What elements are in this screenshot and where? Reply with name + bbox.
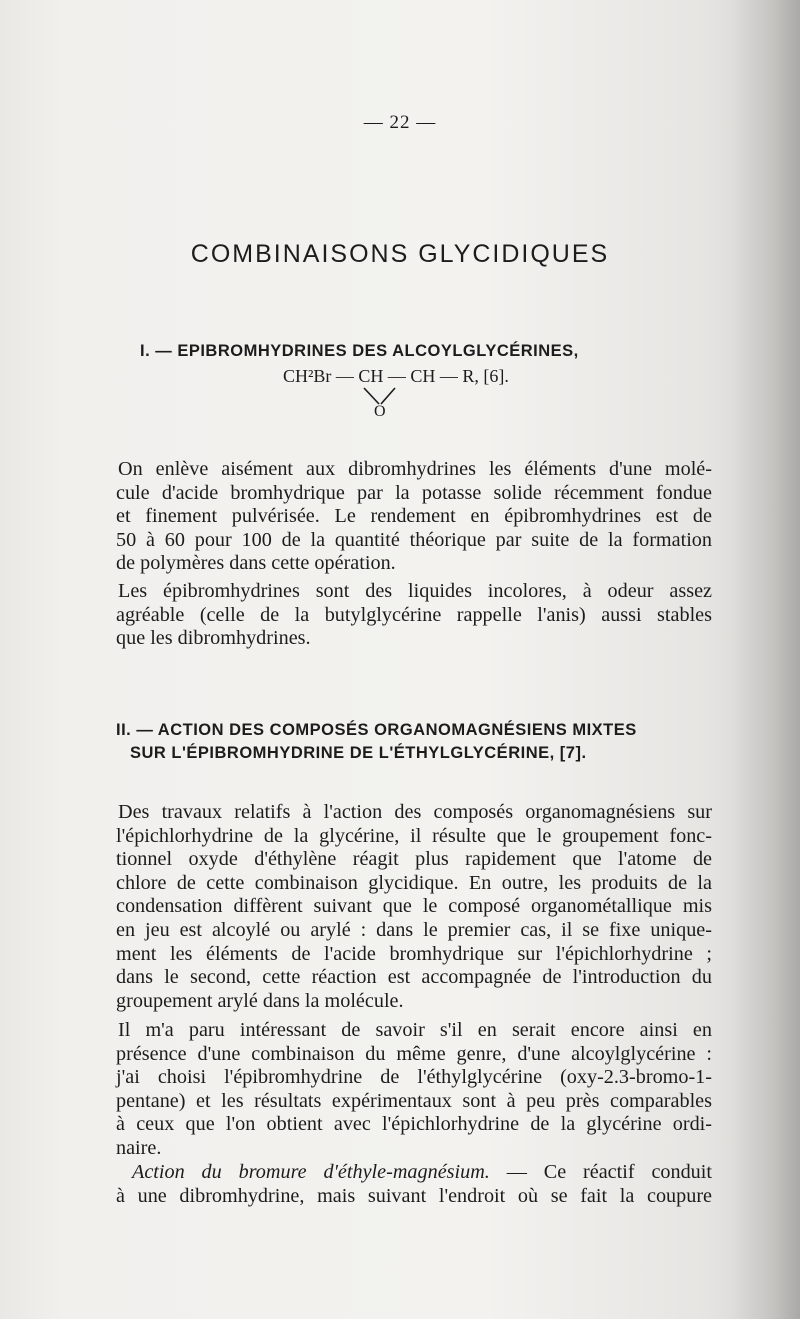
text-line: présence d'une combinaison du même genre, d'une alcoylglycérine :	[116, 1042, 712, 1065]
text-line: Des travaux relatifs à l'action des composés organomagnésiens sur	[118, 801, 712, 823]
text-line: chlore de cette combinaison glycidique. En outre, les produits de la	[116, 871, 712, 894]
italic-subheading: Action du bromure d'éthyle-magnésium.	[132, 1161, 490, 1183]
text-line: et finement pulvérisée. Le rendement en épibromhydrines est de	[116, 505, 712, 528]
section-2-heading-line-1: II. — ACTION DES COMPOSÉS ORGANOMAGNÉSIENS MIXTES	[116, 721, 637, 739]
section-1-paragraph-2	[116, 580, 712, 651]
section-2-heading-line-2: SUR L'ÉPIBROMHYDRINE DE L'ÉTHYLGLYCÉRINE, [7].	[130, 744, 587, 762]
section-2-paragraph-2	[116, 1019, 712, 1161]
text-line: Il m'a paru intéressant de savoir s'il en serait encore ainsi en	[118, 1019, 712, 1041]
text-line: à ceux que l'on obtient avec l'épichlorhydrine de la glycérine ordi-	[116, 1113, 712, 1136]
section-2-paragraph-3	[116, 1161, 712, 1208]
text-line: groupement arylé dans la molécule.	[116, 989, 404, 1012]
text-line: On enlève aisément aux dibromhydrines les éléments d'une molé-	[118, 458, 712, 480]
formula-oxygen: O	[374, 403, 386, 420]
text-line: ment les éléments de l'acide bromhydrique sur l'épichlorhydrine ;	[116, 942, 712, 965]
text-line: à une dibromhydrine, mais suivant l'endroit où se fait la coupure	[116, 1184, 712, 1207]
text-fragment: — Ce réactif conduit	[489, 1161, 712, 1183]
text-line: en jeu est alcoylé ou arylé : dans le premier cas, il se fixe unique-	[116, 918, 712, 941]
page-title: COMBINAISONS GLYCIDIQUES	[190, 240, 610, 268]
text-line: 50 à 60 pour 100 de la quantité théorique par suite de la formation	[116, 528, 712, 551]
section-2-paragraph-1	[116, 801, 712, 1013]
text-line: condensation diffèrent suivant que le composé organométallique mis	[116, 895, 712, 918]
text-line: j'ai choisi l'épibromhydrine de l'éthylglycérine (oxy-2.3-bromo-1-	[116, 1066, 712, 1089]
text-line: dans le second, cette réaction est accompagnée de l'introduction du	[116, 966, 712, 989]
text-line: Les épibromhydrines sont des liquides incolores, à odeur assez	[118, 580, 712, 602]
text-line: naire.	[116, 1136, 162, 1159]
text-line: pentane) et les résultats expérimentaux sont à peu près comparables	[116, 1089, 712, 1112]
text-line: tionnel oxyde d'éthylène réagit plus rapidement que l'atome de	[116, 848, 712, 871]
text-line: cule d'acide bromhydrique par la potasse solide récemment fondue	[116, 481, 712, 504]
binding-shadow	[730, 0, 800, 1319]
section-1-paragraph-1	[116, 458, 712, 576]
text-line: que les dibromhydrines.	[116, 627, 311, 650]
text-line: de polymères dans cette opération.	[116, 552, 396, 575]
text-line	[116, 1161, 712, 1185]
page-number: — 22 —	[363, 112, 437, 133]
chemical-formula: CH²Br — CH — CH — R, [6].	[283, 366, 509, 386]
section-1-heading: I. — EPIBROMHYDRINES DES ALCOYLGLYCÉRINES,	[140, 342, 579, 360]
text-line: agréable (celle de la butylglycérine rappelle l'anis) aussi stables	[116, 603, 712, 626]
text-line: l'épichlorhydrine de la glycérine, il résulte que le groupement fonc-	[116, 824, 712, 847]
